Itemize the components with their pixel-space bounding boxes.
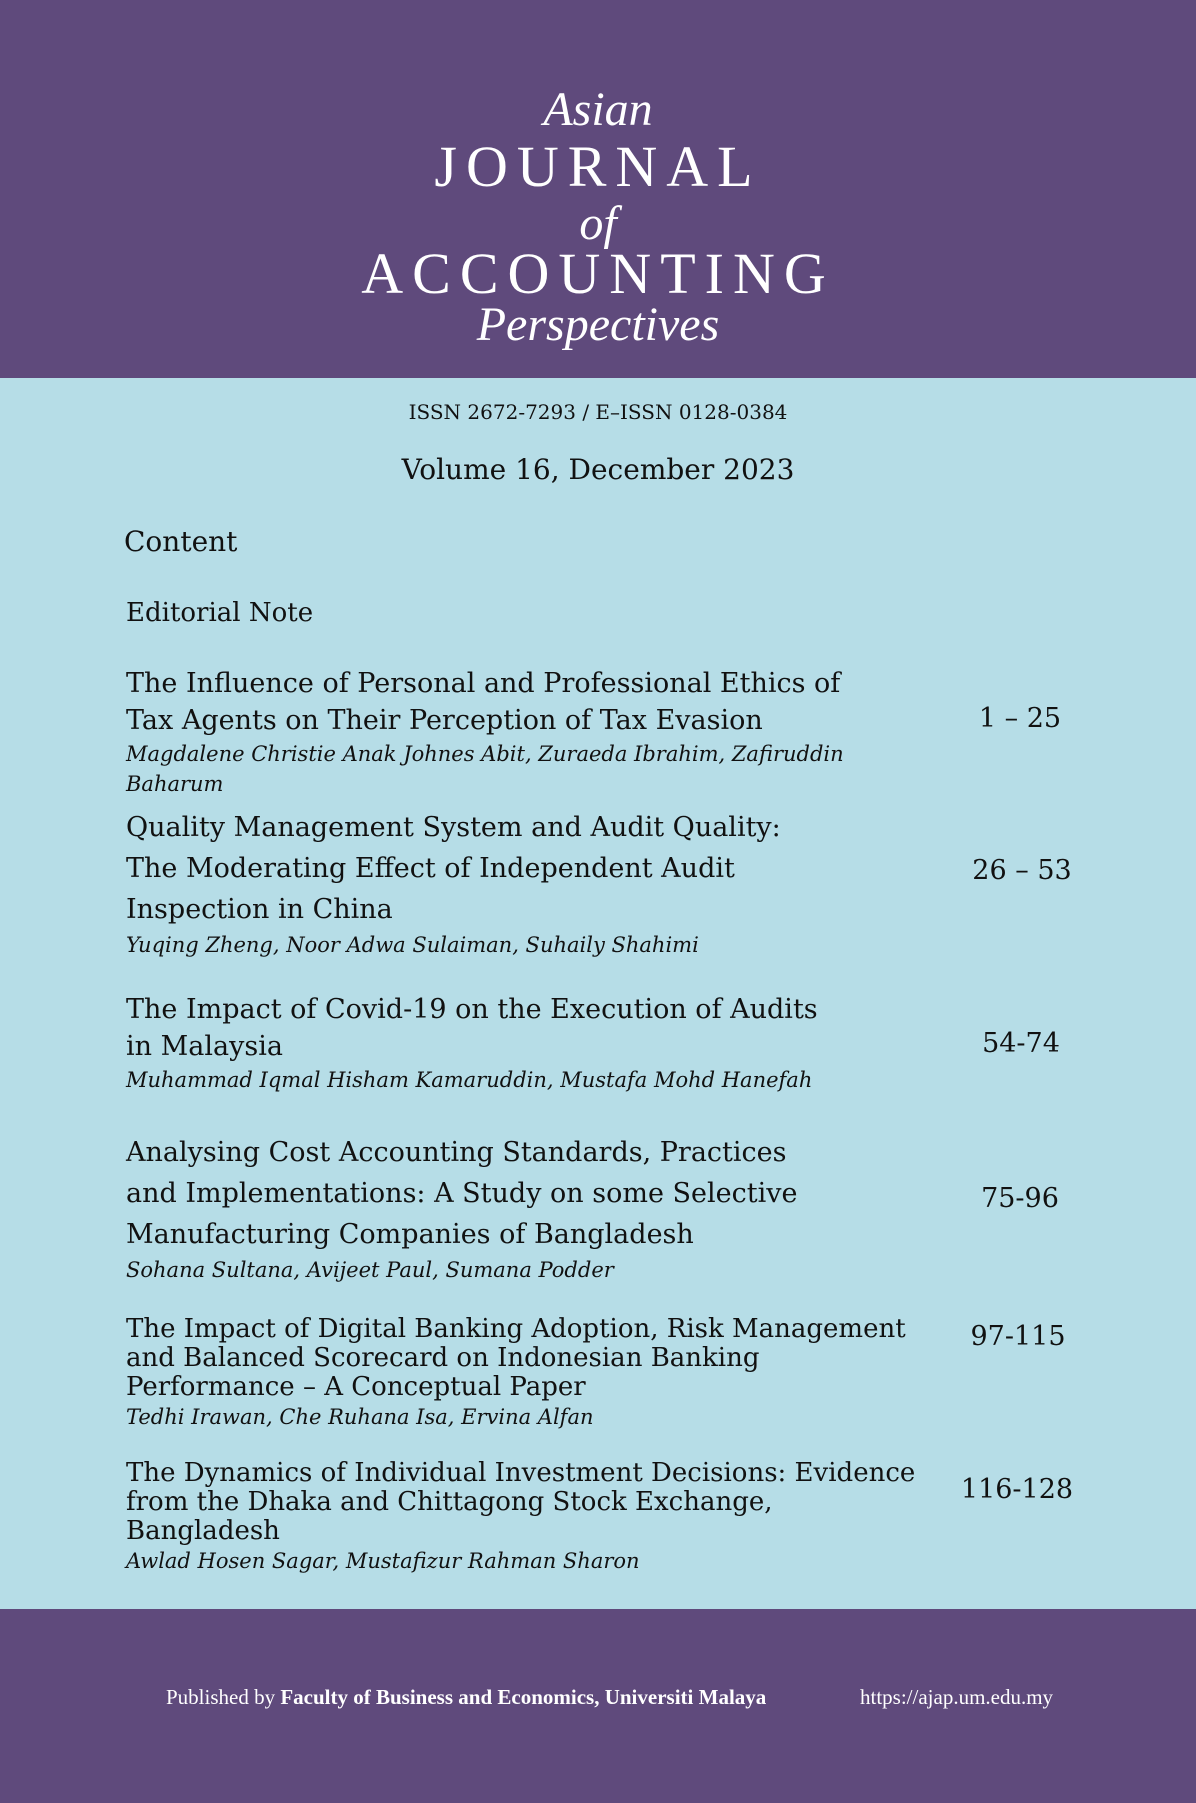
article-title[interactable]: The Influence of Personal and Professional Ethics of Tax Agents on Their Perception of Tax Evasion [126, 668, 841, 736]
publisher-name: Faculty of Business and Economics, Universiti Malaya [280, 1685, 767, 1709]
cover-header [0, 0, 1196, 378]
article-title[interactable]: Quality Management System and Audit Quality: The Moderating Effect of Independent Audit Inspection in China [126, 812, 781, 925]
volume-line: Volume 16, December 2023 [401, 453, 795, 486]
article-title[interactable]: Analysing Cost Accounting Standards, Practices and Implementations: A Study on some Selective Manufacturing Companies of Bangladesh [126, 1137, 798, 1250]
cover-footer [0, 1609, 1196, 1803]
article-entry[interactable] [126, 1459, 946, 1576]
journal-title-of: of [579, 197, 617, 250]
article-entry[interactable] [126, 1315, 946, 1432]
article-pages: 116-128 [960, 1474, 1074, 1505]
content-heading: Content [124, 525, 238, 558]
article-entry[interactable] [126, 665, 946, 799]
article-pages: 75-96 [981, 1183, 1059, 1214]
article-title[interactable]: The Impact of Digital Banking Adoption, Risk Management and Balanced Scorecard on Indonesian Banking Performance – A Conceptual Paper [126, 1314, 906, 1402]
article-entry[interactable] [126, 807, 946, 960]
journal-title-perspectives: Perspectives [476, 298, 720, 351]
issn-line: ISSN 2672-7293 / E–ISSN 0128-0384 [408, 400, 788, 424]
article-authors: Yuqing Zheng, Noor Adwa Sulaiman, Suhaily Shahimi [126, 933, 699, 957]
published-by-label: Published by [166, 1685, 281, 1709]
article-authors: Muhammad Iqmal Hisham Kamaruddin, Mustafa Mohd Hanefah [126, 1068, 813, 1092]
article-title[interactable]: The Dynamics of Individual Investment Decisions: Evidence from the Dhaka and Chittagong Stock Exchange, Bangladesh [126, 1458, 916, 1546]
article-entry[interactable] [126, 1132, 946, 1285]
editorial-note-link[interactable]: Editorial Note [126, 598, 314, 628]
article-authors: Sohana Sultana, Avijeet Paul, Sumana Podder [126, 1258, 614, 1282]
article-pages: 54-74 [982, 1028, 1060, 1059]
article-pages: 1 – 25 [978, 703, 1062, 734]
journal-title-journal: JOURNAL [434, 134, 762, 199]
article-authors: Awlad Hosen Sagar, Mustafizur Rahman Sharon [126, 1549, 640, 1573]
journal-title-accounting: ACCOUNTING [361, 241, 835, 306]
article-pages: 26 – 53 [972, 855, 1072, 886]
article-pages: 97-115 [970, 1321, 1066, 1352]
journal-title-asian: Asian [543, 83, 653, 136]
publisher-line [166, 1685, 766, 1710]
article-title[interactable]: The Impact of Covid-19 on the Execution of Audits in Malaysia [126, 994, 818, 1062]
website-link[interactable]: https://ajap.um.edu.my [860, 1685, 1054, 1709]
article-entry[interactable] [126, 991, 946, 1095]
article-authors: Magdalene Christie Anak Johnes Abit, Zuraeda Ibrahim, Zafiruddin Baharum [126, 742, 844, 796]
article-authors: Tedhi Irawan, Che Ruhana Isa, Ervina Alfan [126, 1405, 594, 1429]
